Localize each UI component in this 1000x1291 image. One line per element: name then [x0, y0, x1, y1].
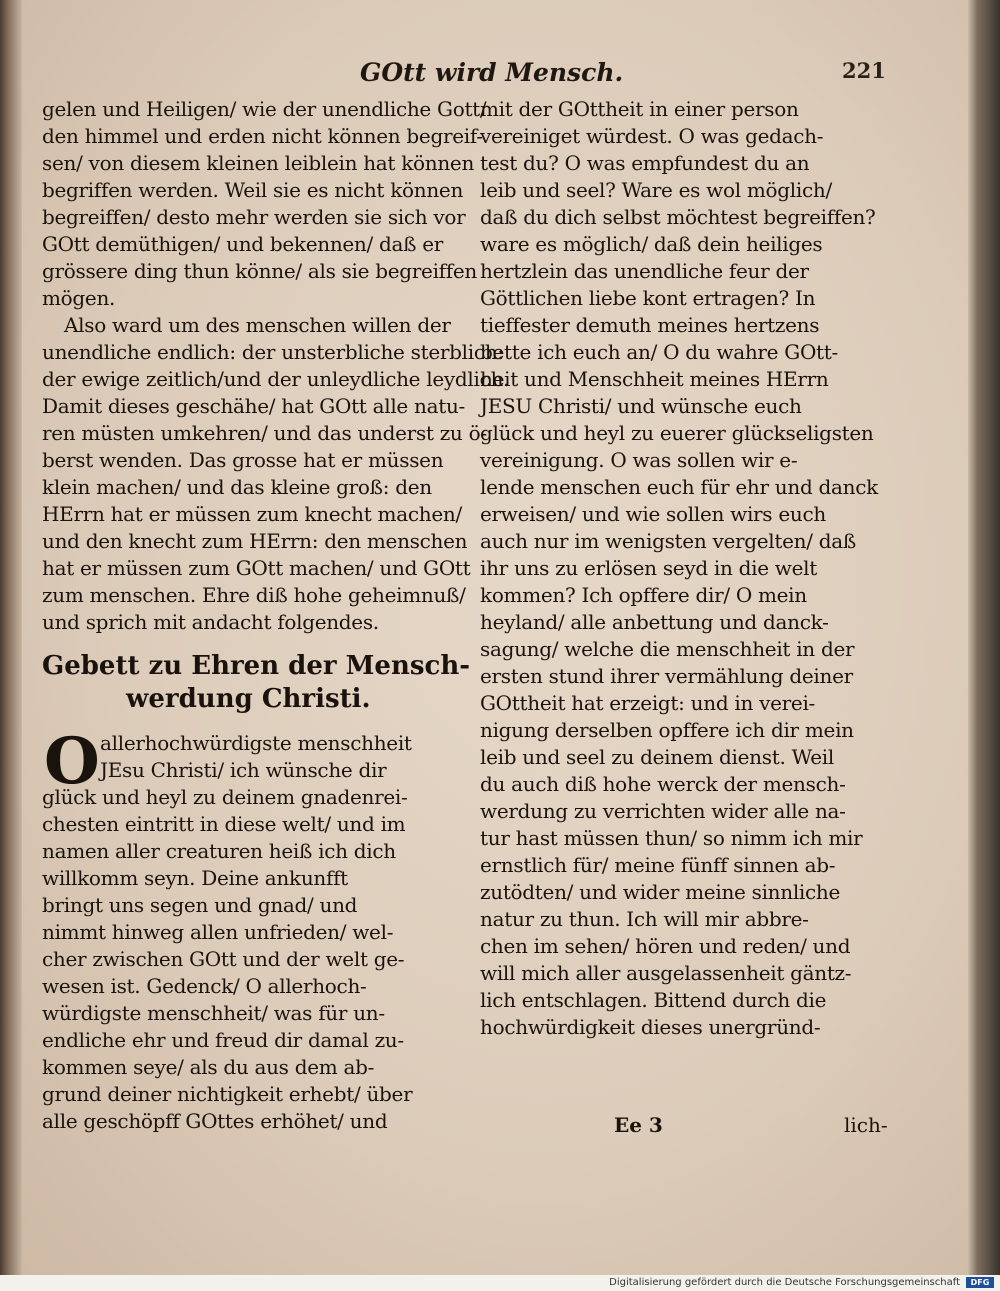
text-line: kommen seye/ als du aus dem ab- [42, 1055, 375, 1079]
book-spine-edge [0, 0, 22, 1275]
text-line: den himmel und erden nicht können begreif- [42, 124, 483, 148]
text-line: berst wenden. Das grosse hat er müssen [42, 448, 444, 472]
digitization-note: Digitalisierung gefördert durch die Deutsche Forschungsgemeinschaft [609, 1277, 960, 1288]
text-line: und sprich mit andacht folgendes. [42, 610, 379, 634]
text-line: Göttlichen liebe kont ertragen? In [480, 286, 816, 310]
prayer-paragraph [42, 724, 462, 1136]
text-line: vereiniget würdest. O was gedach- [480, 124, 824, 148]
dfg-logo: DFG [966, 1277, 994, 1288]
text-line: zum menschen. Ehre diß hohe geheimnuß/ [42, 583, 466, 607]
text-line: bette ich euch an/ O du wahre GOtt- [480, 340, 838, 364]
text-line: und den knecht zum HErrn: den menschen [42, 529, 468, 553]
text-line: heyland/ alle anbettung und danck- [480, 610, 829, 634]
text-line: sagung/ welche die menschheit in der [480, 637, 855, 661]
text-line: chesten eintritt in diese welt/ und im [42, 812, 406, 836]
text-line: klein machen/ und das kleine groß: den [42, 475, 432, 499]
text-line: ren müsten umkehren/ und das underst zu ö- [42, 421, 487, 445]
text-line: test du? O was empfundest du an [480, 151, 810, 175]
text-line: natur zu thun. Ich will mir abbre- [480, 907, 809, 931]
text-line: hat er müssen zum GOtt machen/ und GOtt [42, 556, 471, 580]
text-line: will mich aller ausgelassenheit gäntz- [480, 961, 852, 985]
running-head: GOtt wird Mensch. [360, 58, 624, 87]
text-line: nigung derselben opffere ich dir mein [480, 718, 854, 742]
page-stack-edge [968, 0, 1000, 1275]
text-line: ihr uns zu erlösen seyd in die welt [480, 556, 818, 580]
text-line: chen im sehen/ hören und reden/ und [480, 934, 851, 958]
signature-mark: Ee 3 [614, 1113, 663, 1137]
text-line: HErrn hat er müssen zum knecht machen/ [42, 502, 462, 526]
text-line: erweisen/ und wie sollen wirs euch [480, 502, 826, 526]
text-line: wesen ist. Gedenck/ O allerhoch- [42, 974, 367, 998]
text-line: namen aller creaturen heiß ich dich [42, 839, 396, 863]
right-paragraph [480, 96, 922, 1041]
text-line: hochwürdigkeit dieses unergründ- [480, 1015, 821, 1039]
text-line: allerhochwürdigste menschheit [100, 731, 412, 755]
text-line: leib und seel? Ware es wol möglich/ [480, 178, 832, 202]
text-line: begreiffen/ desto mehr werden sie sich vor [42, 205, 466, 229]
text-line: glück und heyl zu deinem gnadenrei- [42, 785, 408, 809]
catchword: lich- [844, 1113, 888, 1137]
text-line: hertzlein das unendliche feur der [480, 259, 809, 283]
text-line: unendliche endlich: der unsterbliche sterblich: [42, 340, 504, 364]
prayer-heading-line-2: werdung Christi. [126, 684, 371, 714]
text-line: begriffen werden. Weil sie es nicht können [42, 178, 464, 202]
digitization-footer [0, 1275, 1000, 1291]
text-line: lich entschlagen. Bittend durch die [480, 988, 827, 1012]
book-page [22, 0, 968, 1275]
text-line: daß du dich selbst möchtest begreiffen? [480, 205, 876, 229]
text-line: bringt uns segen und gnad/ und [42, 893, 358, 917]
left-column [42, 96, 510, 1136]
text-line: mit der GOttheit in einer person [480, 97, 799, 121]
text-line: werdung zu verrichten wider alle na- [480, 799, 846, 823]
text-line: grund deiner nichtigkeit erhebt/ über [42, 1082, 413, 1106]
text-line: ersten stund ihrer vermählung deiner [480, 664, 853, 688]
drop-cap-initial: O [44, 724, 100, 799]
left-paragraph-2 [42, 312, 510, 636]
text-line: kommen? Ich opffere dir/ O mein [480, 583, 807, 607]
text-line: JEsu Christi/ ich wünsche dir [100, 758, 387, 782]
text-line: gelen und Heiligen/ wie der unendliche Gott/ [42, 97, 487, 121]
text-line: tur hast müssen thun/ so nimm ich mir [480, 826, 863, 850]
text-line: GOttheit hat erzeigt: und in verei- [480, 691, 815, 715]
text-line: GOtt demüthigen/ und bekennen/ daß er [42, 232, 444, 256]
text-line: würdigste menschheit/ was für un- [42, 1001, 385, 1025]
text-line: willkomm seyn. Deine ankunfft [42, 866, 348, 890]
text-line: endliche ehr und freud dir damal zu- [42, 1028, 404, 1052]
text-line: tieffester demuth meines hertzens [480, 313, 820, 337]
text-line: vereinigung. O was sollen wir e- [480, 448, 798, 472]
left-paragraph-1 [42, 96, 487, 312]
text-line: Also ward um des menschen willen der [64, 313, 451, 337]
right-column [480, 96, 922, 1041]
text-line: lende menschen euch für ehr und danck [480, 475, 878, 499]
text-line: ware es möglich/ daß dein heiliges [480, 232, 823, 256]
text-line: du auch diß hohe werck der mensch- [480, 772, 846, 796]
text-line: Damit dieses geschähe/ hat GOtt alle natu- [42, 394, 465, 418]
text-line: ernstlich für/ meine fünff sinnen ab- [480, 853, 836, 877]
prayer-heading-line-1: Gebett zu Ehren der Mensch- [42, 651, 471, 681]
text-line: cher zwischen GOtt und der welt ge- [42, 947, 405, 971]
text-line: leib und seel zu deinem dienst. Weil [480, 745, 834, 769]
text-line: auch nur im wenigsten vergelten/ daß [480, 529, 856, 553]
text-line: der ewige zeitlich/und der unleydliche leydlich. [42, 367, 510, 391]
text-line: alle geschöpff GOttes erhöhet/ und [42, 1109, 388, 1133]
text-line: glück und heyl zu euerer glückseligsten [480, 421, 874, 445]
text-line: JESU Christi/ und wünsche euch [480, 394, 802, 418]
text-line: sen/ von diesem kleinen leiblein hat können [42, 151, 475, 175]
page-number: 221 [842, 58, 886, 83]
text-line: mögen. [42, 286, 116, 310]
text-line: zutödten/ und wider meine sinnliche [480, 880, 841, 904]
text-line: grössere ding thun könne/ als sie begreiffen [42, 259, 478, 283]
text-line: nimmt hinweg allen unfrieden/ wel- [42, 920, 394, 944]
text-line: heit und Menschheit meines HErrn [480, 367, 829, 391]
